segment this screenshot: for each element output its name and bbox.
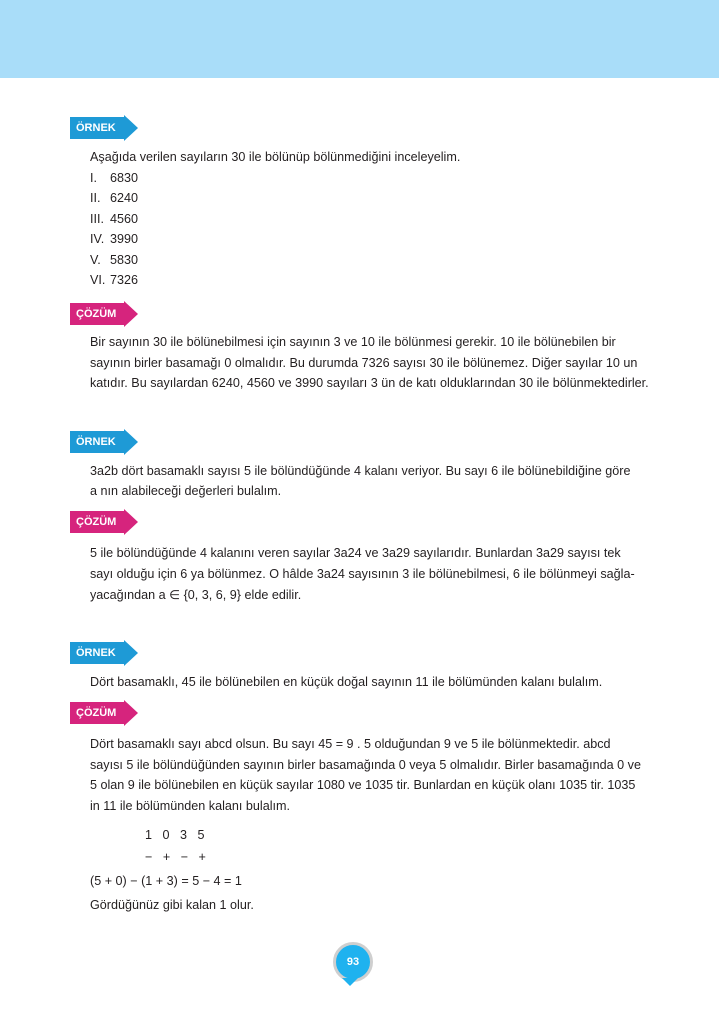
question-text: Dört basamaklı, 45 ile bölünebilen en küçük doğal sayının 11 ile bölümünden kalanı bulalım. — [90, 675, 603, 689]
solution-line: sayısı 5 ile bölündüğünden sayının birler basamağında 0 veya 5 olmalıdır. Birler basamağında 0 ve — [90, 758, 641, 772]
solution-badge: ÇÖZÜM — [70, 511, 124, 533]
item-value: 4560 — [110, 212, 139, 226]
solution-line: Dört basamaklı sayı abcd olsun. Bu sayı 45 = 9 . 5 olduğundan 9 ve 5 ile bölünmektedir. abcd — [90, 737, 611, 751]
item-value: 3990 — [110, 232, 139, 246]
example-badge: ÖRNEK — [70, 642, 124, 664]
solution-line: katıdır. Bu sayılardan 6240, 4560 ve 3990 sayıları 3 ün de katı olduklarından 30 ile bölünmektedirler. — [90, 376, 649, 390]
list-item — [90, 253, 138, 267]
example-badge: ÖRNEK — [70, 117, 124, 139]
list-item — [90, 273, 138, 287]
page-number: 93 — [333, 942, 373, 982]
solution-line: 5 olan 9 ile bölünebilen en küçük sayılar 1080 ve 1035 tir. Bunlardan en küçük olanı 1035 tir. 1035 — [90, 778, 636, 792]
item-number: V. — [90, 253, 101, 267]
list-item — [90, 171, 138, 185]
item-value: 7326 — [110, 273, 139, 287]
item-number: II. — [90, 191, 101, 205]
solution-line: Bir sayının 30 ile bölünebilmesi için sayının 3 ve 10 ile bölünmesi gerekir. 10 ile bölünebilen bir — [90, 335, 616, 349]
solution-line: 5 ile bölündüğünde 4 kalanını veren sayılar 3a24 ve 3a29 sayılarıdır. Bunlardan 3a29 sayısı tek — [90, 546, 621, 560]
solution-badge: ÇÖZÜM — [70, 702, 124, 724]
digits-row: 1 0 3 5 — [145, 828, 205, 842]
item-value: 5830 — [110, 253, 139, 267]
header-band — [0, 0, 719, 78]
calculation: (5 + 0) − (1 + 3) = 5 − 4 = 1 — [90, 874, 242, 888]
question-text: a nın alabileceği değerleri bulalım. — [90, 484, 282, 498]
conclusion: Gördüğünüz gibi kalan 1 olur. — [90, 898, 254, 912]
item-number: VI. — [90, 273, 106, 287]
solution-line: sayının birler basamağı 0 olmalıdır. Bu durumda 7326 sayısı 30 ile bölünemez. Diğer sayılar 10 un — [90, 356, 638, 370]
signs-row: − + − + — [145, 850, 206, 864]
list-item — [90, 191, 138, 205]
item-number: I. — [90, 171, 97, 185]
question-text: 3a2b dört basamaklı sayısı 5 ile bölündüğünde 4 kalanı veriyor. Bu sayı 6 ile bölünebildiğine göre — [90, 464, 631, 478]
question-text: Aşağıda verilen sayıların 30 ile bölünüp bölünmediğini inceleyelim. — [90, 150, 461, 164]
item-number: III. — [90, 212, 104, 226]
item-number: IV. — [90, 232, 105, 246]
item-value: 6240 — [110, 191, 139, 205]
solution-badge: ÇÖZÜM — [70, 303, 124, 325]
example-badge: ÖRNEK — [70, 431, 124, 453]
list-item — [90, 212, 138, 226]
solution-line: sayı olduğu için 6 ya bölünmez. O hâlde 3a24 sayısının 3 ile bölünebilmesi, 6 ile bölünmeyi sağla- — [90, 567, 635, 581]
solution-line: yacağından a ∈ {0, 3, 6, 9} elde edilir. — [90, 588, 302, 602]
list-item — [90, 232, 138, 246]
item-value: 6830 — [110, 171, 139, 185]
solution-line: in 11 ile bölümünden kalanı bulalım. — [90, 799, 290, 813]
page-marker-arrow-icon — [342, 978, 358, 986]
